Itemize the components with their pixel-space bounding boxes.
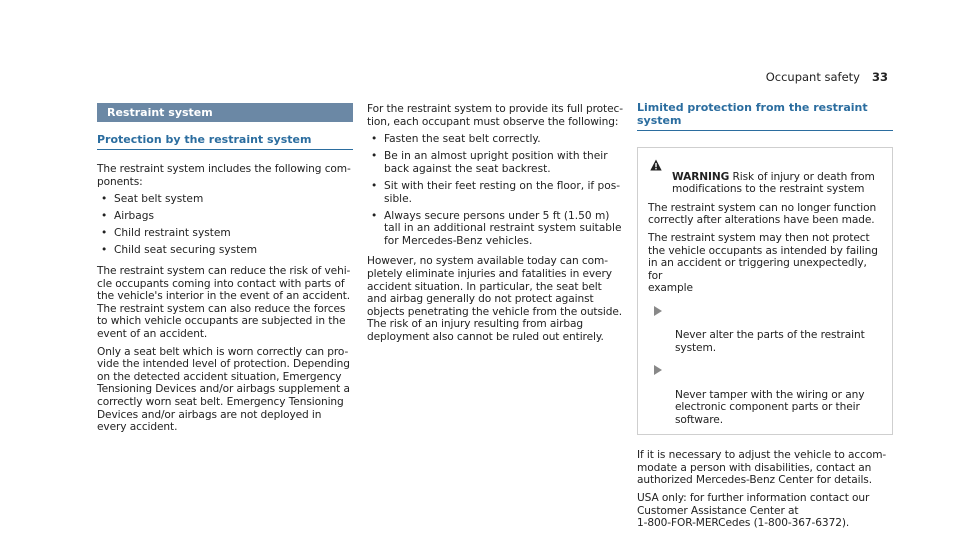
list-item: • Child restraint system [101,227,231,240]
step-list [648,304,882,426]
list-item: • Child seat securing system [101,244,258,257]
warning-text: The restraint system may then not protect the vehicle occupants as intended by failing in an accident or triggering unexpectedly, for example [648,231,878,295]
page-header [766,70,888,84]
step-arrow-icon [653,365,663,375]
middle-column [367,103,625,344]
list-item: • Be in an almost upright position with their back against the seat backrest. [371,150,608,175]
step-arrow-icon [653,306,663,316]
paragraph: USA only: for further information contact our Customer Assistance Center at 1-800-FOR-MERCedes (1-800-367-6372). [637,492,870,530]
paragraph: However, no system available today can com- pletely eliminate injuries and fatalities in every accident situation. In particular, the seat belt and airbag generally do not protect against objects penetrating the vehicle from the outside. The risk of an injury resulting from airbag deployment also cannot be ruled out entirely. [367,255,623,343]
list-item: • Always secure persons under 5 ft (1.50 m) tall in an additional restraint system suitable for Mercedes-Benz vehicles. [371,209,622,247]
chapter-title: Occupant safety [765,70,860,84]
warning-box [637,147,893,435]
bullet-icon: • [371,150,378,163]
bullet-icon: • [101,244,108,257]
warning-title: Risk of injury or death from modifications to the restraint system [672,170,875,196]
list-item: • Fasten the seat belt correctly. [371,133,541,146]
warning-text: The restraint system can no longer function correctly after alterations have been made. [648,201,877,227]
subheading: Protection by the restraint system [97,128,353,150]
step-item: Never alter the parts of the restraint system. [648,304,882,354]
bullet-icon: • [101,227,108,240]
heading: Limited protection from the restraint system [637,101,893,131]
warning-label: WARNING [672,170,730,183]
bullet-icon: • [101,193,108,206]
bullet-icon: • [101,210,108,223]
list-item: • Sit with their feet resting on the floor, if pos- sible. [371,179,621,205]
section-title: Restraint system [97,103,353,122]
intro-text: The restraint system includes the following com- ponents: [97,163,351,188]
bullet-icon: • [371,133,378,146]
bullet-icon: • [371,179,378,192]
warning-triangle-icon [650,159,662,171]
intro-text: For the restraint system to provide its full protec- tion, each occupant must observe the following: [367,103,623,128]
paragraph: The restraint system can reduce the risk of vehi- cle occupants coming into contact with parts of the vehicle's interior in the event of an accident. The restraint system can also reduce the forces to which vehicle occupants are subjected in the event of an accident. [97,265,351,341]
component-list [97,193,353,257]
paragraph: Only a seat belt which is worn correctly can pro- vide the intended level of protection. Depending on the detected accident situation, Emergency Tensioning Devices and/or airbags supplement a correctly worn seat belt. Emergency Tensioning Devices and/or airbags are not deployed in every accident. [97,345,350,434]
list-item: • Seat belt system [101,193,204,206]
bullet-icon: • [371,209,378,222]
left-column [97,103,353,434]
paragraph: If it is necessary to adjust the vehicle to accom- modate a person with disabilities, contact an authorized Mercedes-Benz Center for details. [637,449,887,487]
page-number: 33 [871,70,888,84]
warning-header [648,158,882,196]
instruction-list [367,133,625,247]
right-column [637,101,893,530]
step-item: Never tamper with the wiring or any electronic component parts or their software. [648,363,882,426]
list-item: • Airbags [101,210,155,223]
